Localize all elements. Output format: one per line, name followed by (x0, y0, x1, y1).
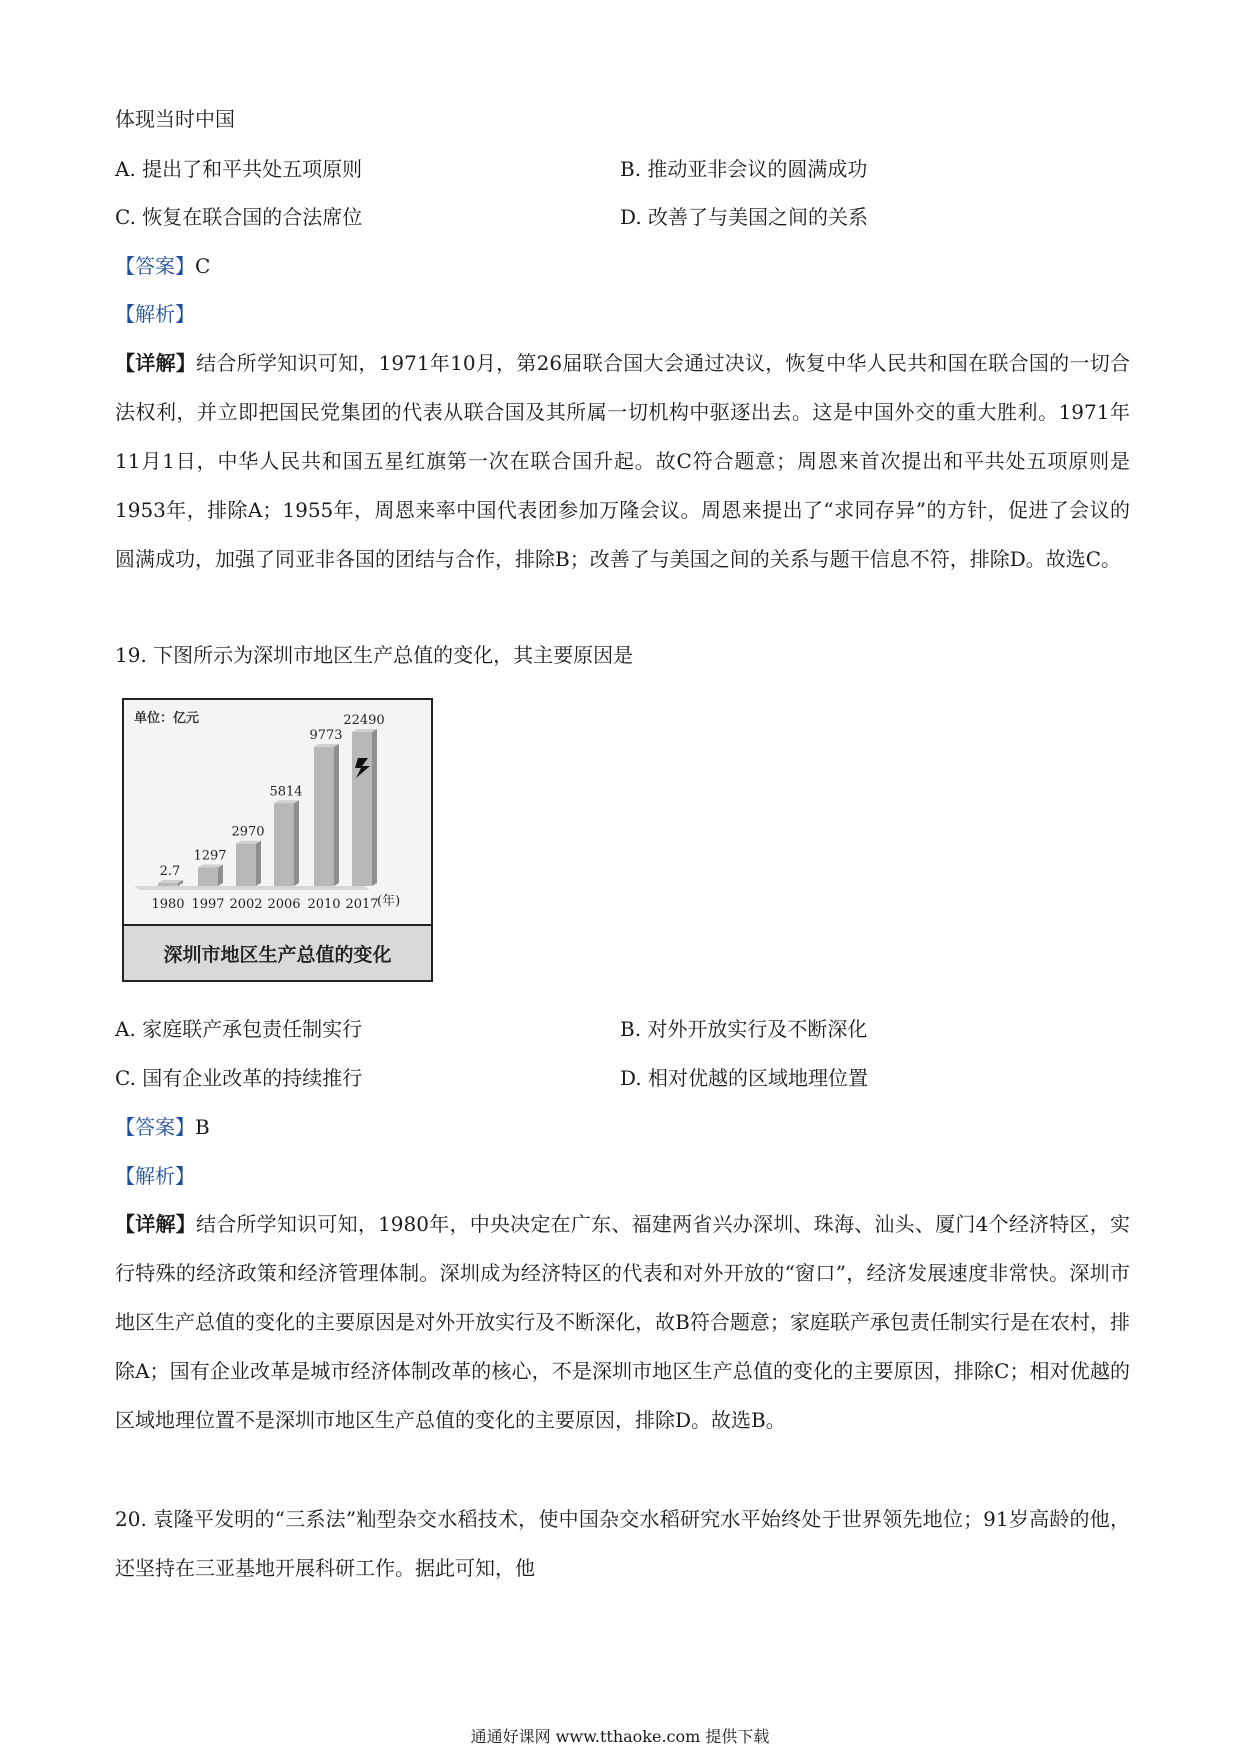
detail-tag: 【详解】 (115, 1212, 196, 1236)
gdp-chart (122, 698, 433, 982)
chart-floor (134, 886, 370, 890)
answer-value: C (195, 254, 211, 278)
q18-option-d: D. 改善了与美国之间的关系 (620, 205, 869, 229)
gdp-chart-svg (124, 700, 431, 926)
bar-side (372, 729, 377, 886)
q18-option-a: A. 提出了和平共处五项原则 (115, 157, 363, 181)
x-tick-label: 2006 (267, 897, 301, 912)
value-label: 2.7 (159, 864, 181, 879)
q19-answer (115, 1113, 210, 1141)
x-tick-label: 1980 (151, 897, 185, 912)
q19-detail (115, 1200, 1130, 1445)
unit-label: 单位：亿元 (134, 711, 200, 726)
q19-stem: 19. 下图所示为深圳市地区生产总值的变化，其主要原因是 (115, 643, 634, 667)
q19-analysis-tag: 【解析】 (115, 1164, 195, 1188)
q18-answer (115, 252, 210, 280)
bar-side (256, 841, 261, 886)
bar-1997 (198, 868, 218, 886)
bar-2010 (314, 747, 334, 886)
q18-stem-tail: 体现当时中国 (115, 107, 235, 131)
chart-title: 深圳市地区生产总值的变化 (124, 924, 431, 980)
detail-tag: 【详解】 (115, 351, 197, 375)
q19-option-a: A. 家庭联产承包责任制实行 (115, 1017, 363, 1041)
footer-watermark: 通通好课网 www.tthaoke.com 提供下载 (470, 1727, 770, 1746)
bar-side (294, 800, 299, 886)
q19-option-c: C. 国有企业改革的持续推行 (115, 1066, 363, 1090)
bar-1980 (158, 883, 178, 886)
value-label: 5814 (269, 784, 303, 800)
detail-text: 结合所学知识可知，1980年，中央决定在广东、福建两省兴办深圳、珠海、汕头、厦门4个经济特区，实行特殊的经济政策和经济管理体制。深圳成为经济特区的代表和对外开放的“窗口”，经济发展速度非常快。深圳市地区生产总值的变化的主要原因是对外开放实行及不断深化，故B符合题意；家庭联产承包责任制实行是在农村，排除A；国有企业改革是城市经济体制改革的核心，不是深圳市地区生产总值的变化的主要原因，排除C；相对优越的区域地理位置不是深圳市地区生产总值的变化的主要原因，排除D。故选B。 (115, 1212, 1131, 1432)
q19-option-d: D. 相对优越的区域地理位置 (620, 1066, 869, 1090)
x-tick-label: 2010 (307, 897, 341, 912)
bar-2017 (352, 732, 372, 886)
q18-detail (115, 339, 1130, 584)
value-label: 9773 (309, 727, 343, 743)
answer-tag: 【答案】 (115, 254, 195, 278)
bar-2002 (236, 844, 256, 886)
bar-side (334, 744, 339, 886)
value-label: 2970 (231, 824, 265, 840)
x-unit-label: (年) (377, 894, 401, 909)
x-tick-label: 2002 (229, 897, 263, 912)
answer-tag: 【答案】 (115, 1115, 195, 1139)
value-label: 22490 (343, 713, 385, 728)
q18-option-c: C. 恢复在联合国的合法席位 (115, 205, 363, 229)
q20-stem: 20. 袁隆平发明的“三系法”籼型杂交水稻技术，使中国杂交水稻研究水平始终处于世界领先地位；91岁高龄的他，还坚持在三亚基地开展科研工作。据此可知，他 (115, 1507, 1130, 1580)
value-label: 1297 (193, 848, 227, 864)
q19-option-b: B. 对外开放实行及不断深化 (620, 1017, 868, 1041)
x-tick-label: 2017 (345, 897, 379, 912)
bar-side (218, 865, 223, 886)
detail-text: 结合所学知识可知，1971年10月，第26届联合国大会通过决议，恢复中华人民共和国在联合国的一切合法权利，并立即把国民党集团的代表从联合国及其所属一切机构中驱逐出去。这是中国外交的重大胜利。1971年11月1日，中华人民共和国五星红旗第一次在联合国升起。故C符合题意；周恩来首次提出和平共处五项原则是1953年，排除A；1955年，周恩来率中国代表团参加万隆会议。周恩来提出了“求同存异”的方针，促进了会议的圆满成功，加强了同亚非各国的团结与合作，排除B；改善了与美国之间的关系与题干信息不符，排除D。故选C。 (115, 351, 1131, 571)
q18-option-b: B. 推动亚非会议的圆满成功 (620, 157, 868, 181)
bar-2006 (274, 803, 294, 886)
answer-value: B (195, 1115, 210, 1139)
q18-analysis-tag: 【解析】 (115, 302, 195, 326)
x-tick-label: 1997 (191, 897, 225, 912)
